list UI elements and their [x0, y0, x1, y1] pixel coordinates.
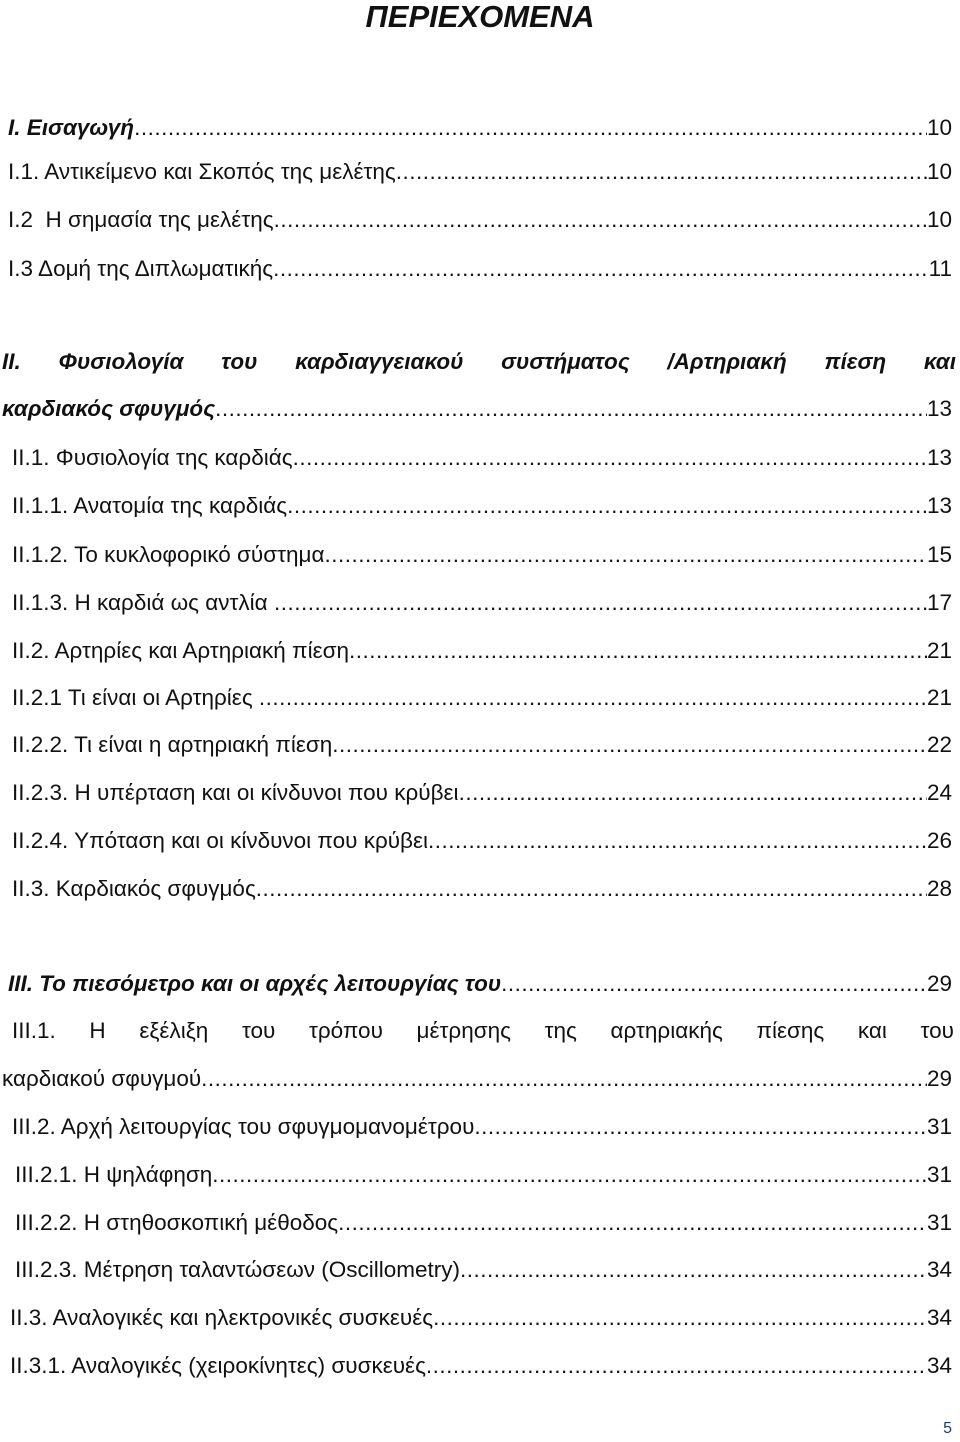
toc-dot-leader [474, 1113, 927, 1141]
toc-entry-14[interactable] [12, 827, 952, 855]
toc-word: /Αρτηριακή [667, 349, 787, 374]
toc-entry-number: II.3. [12, 876, 50, 901]
toc-entry-4[interactable] [8, 255, 952, 283]
toc-entry-title: Η καρδιά ως αντλία [68, 590, 274, 615]
toc-entry-number: II.2.2. [12, 732, 69, 757]
toc-entry-number: III. [8, 971, 34, 996]
toc-entry-page: 29 [926, 1066, 952, 1091]
toc-entry-8[interactable] [12, 541, 952, 569]
toc-entry-9[interactable] [12, 589, 952, 617]
toc-dot-leader [426, 1352, 927, 1380]
toc-dot-leader [134, 114, 927, 142]
toc-entry-page: 31 [926, 1162, 952, 1187]
toc-dot-leader [256, 875, 927, 903]
toc-entry-18[interactable] [12, 1113, 952, 1141]
toc-word: πίεσης [756, 1018, 825, 1043]
toc-entry-23[interactable] [10, 1352, 952, 1380]
toc-dot-leader [259, 684, 927, 712]
toc-entry-22[interactable] [10, 1304, 952, 1332]
toc-word: τρόπου [308, 1018, 383, 1043]
toc-entry-number: III.2.1. [15, 1162, 78, 1187]
toc-entry-number: II.2.3. [12, 780, 69, 805]
toc-entry-1[interactable] [8, 114, 952, 142]
toc-entry-page: 34 [926, 1305, 952, 1330]
toc-entry-19[interactable] [15, 1161, 952, 1189]
toc-word: και [923, 349, 956, 374]
toc-entry-16[interactable] [8, 970, 952, 998]
toc-dot-leader [201, 1065, 927, 1093]
toc-entry-title: Αρχή λειτουργίας του σφυγμομανομέτρου [55, 1114, 475, 1139]
page-number: 5 [943, 1420, 952, 1437]
toc-entry-number: II.1.1. [12, 493, 69, 518]
toc-entry-13[interactable] [12, 779, 952, 807]
toc-word: μέτρησης [416, 1018, 511, 1043]
toc-entry-title: Η στηθοσκοπική μέθοδος [77, 1210, 339, 1235]
toc-entry-page: 31 [926, 1210, 952, 1235]
toc-entry-title: Φυσιολογία της καρδιάς [49, 445, 293, 470]
toc-entry-17-line1[interactable] [12, 1017, 954, 1045]
toc-entry-title: Καρδιακός σφυγμός [49, 876, 256, 901]
toc-word: αρτηριακής [610, 1018, 723, 1043]
toc-word: πίεση [824, 349, 887, 374]
toc-dot-leader [274, 206, 927, 234]
toc-entry-title: Εισαγωγή [20, 115, 135, 140]
toc-entry-page: 11 [928, 256, 952, 281]
toc-dot-leader [428, 827, 927, 855]
toc-word: του [241, 1018, 276, 1043]
toc-dot-leader [332, 731, 927, 759]
toc-word: του [221, 349, 258, 374]
toc-entry-page: 10 [926, 115, 952, 140]
toc-entry-5-line2[interactable] [2, 395, 952, 423]
toc-entry-page: 13 [926, 493, 952, 518]
toc-word: και [857, 1018, 887, 1043]
toc-entry-number: I.1. [8, 159, 40, 184]
toc-word: Η [89, 1018, 106, 1043]
toc-entry-page: 17 [926, 590, 952, 615]
toc-dot-leader [460, 1256, 927, 1284]
toc-entry-page: 31 [926, 1114, 952, 1139]
toc-entry-number: II.3. [10, 1305, 48, 1330]
toc-entry-number: II.2.1 [12, 685, 63, 710]
toc-entry-page: 22 [926, 732, 952, 757]
toc-entry-6[interactable] [12, 444, 952, 472]
toc-entry-title: Η σημασία της μελέτης [33, 207, 274, 232]
toc-entry-21[interactable] [15, 1256, 952, 1284]
toc-entry-title: Η ψηλάφηση [77, 1162, 213, 1187]
toc-entry-page: 15 [926, 542, 952, 567]
toc-entry-page: 28 [926, 876, 952, 901]
toc-word: της [544, 1018, 577, 1043]
toc-dot-leader [349, 637, 927, 665]
toc-entry-3[interactable] [8, 206, 952, 234]
toc-entry-title: Ανατομία της καρδιάς [68, 493, 288, 518]
toc-entry-page: 24 [926, 780, 952, 805]
toc-entry-number: II.1. [12, 445, 50, 470]
toc-entry-title: Αναλογικές και ηλεκτρονικές συσκευές [47, 1305, 434, 1330]
toc-entry-number: III.2.3. [15, 1257, 78, 1282]
toc-dot-leader [287, 492, 927, 520]
toc-dot-leader [459, 779, 927, 807]
toc-entry-page: 21 [926, 638, 952, 663]
toc-entry-page: 29 [926, 971, 952, 996]
toc-entry-page: 34 [926, 1353, 952, 1378]
toc-entry-number: I.3 [8, 256, 34, 281]
toc-dot-leader [274, 589, 927, 617]
toc-dot-leader [273, 255, 929, 283]
toc-dot-leader [212, 1161, 927, 1189]
toc-entry-5-line1[interactable] [2, 348, 956, 376]
toc-entry-title: καρδιακός σφυγμός [2, 396, 216, 421]
toc-dot-leader [215, 395, 927, 423]
toc-entry-title: Τι είναι η αρτηριακή πίεση [68, 732, 333, 757]
toc-entry-title: Αντικείμενο και Σκοπός της μελέτης [39, 159, 396, 184]
toc-entry-title: Το πιεσόμετρο και οι αρχές λειτουργίας του [33, 971, 502, 996]
toc-entry-12[interactable] [12, 731, 952, 759]
toc-word: συστήματος [501, 349, 630, 374]
toc-word: του [920, 1018, 954, 1043]
toc-entry-number: II.1.3. [12, 590, 69, 615]
toc-dot-leader [433, 1304, 927, 1332]
toc-entry-page: 13 [926, 396, 952, 421]
toc-entry-number: II.2.4. [12, 828, 69, 853]
toc-entry-page: 10 [926, 159, 952, 184]
toc-entry-number: I.2 [8, 207, 34, 232]
toc-entry-2[interactable] [8, 158, 952, 186]
toc-entry-page: 10 [926, 207, 952, 232]
toc-dot-leader [396, 158, 927, 186]
toc-entry-20[interactable] [15, 1209, 952, 1237]
toc-entry-page: 13 [926, 445, 952, 470]
toc-entry-title: Τι είναι οι Αρτηρίες [62, 685, 259, 710]
toc-entry-11[interactable] [12, 684, 952, 712]
toc-word: Φυσιολογία [58, 349, 184, 374]
toc-entry-number: II.3.1. [10, 1353, 67, 1378]
toc-entry-number: III.2. [12, 1114, 56, 1139]
toc-entry-10[interactable] [12, 637, 952, 665]
toc-entry-title: Το κυκλοφορικό σύστημα [68, 542, 325, 567]
page-title: ΠΕΡΙΕΧΟΜΕΝΑ [365, 0, 595, 34]
toc-entry-number: I. [8, 115, 21, 140]
toc-entry-page: 21 [926, 685, 952, 710]
toc-dot-leader [325, 541, 927, 569]
toc-entry-page: 26 [926, 828, 952, 853]
toc-dot-leader [338, 1209, 927, 1237]
toc-entry-17-line2[interactable] [2, 1065, 952, 1093]
toc-entry-number: III.2.2. [15, 1210, 78, 1235]
toc-entry-title: Αναλογικές (χειροκίνητες) συσκευές [66, 1353, 426, 1378]
toc-word: εξέλιξη [139, 1018, 209, 1043]
toc-entry-title: Αρτηρίες και Αρτηριακή πίεση [49, 638, 350, 663]
toc-entry-number: II.2. [12, 638, 50, 663]
toc-entry-title: Η υπέρταση και οι κίνδυνοι που κρύβει [68, 780, 459, 805]
toc-entry-title: καρδιακού σφυγμού [2, 1066, 202, 1091]
toc-entry-7[interactable] [12, 492, 952, 520]
toc-word: καρδιαγγειακού [295, 349, 464, 374]
toc-dot-leader [501, 970, 927, 998]
toc-word: II. [2, 349, 21, 374]
toc-dot-leader [293, 444, 927, 472]
toc-entry-title: Υπόταση και οι κίνδυνοι που κρύβει [68, 828, 429, 853]
toc-entry-page: 34 [926, 1257, 952, 1282]
toc-entry-title: Δομή της Διπλωματικής [33, 256, 274, 281]
toc-entry-title: Μέτρηση ταλαντώσεων (Oscillometry) [77, 1257, 461, 1282]
toc-entry-15[interactable] [12, 875, 952, 903]
toc-word: III.1. [12, 1018, 56, 1043]
toc-entry-number: II.1.2. [12, 542, 69, 567]
